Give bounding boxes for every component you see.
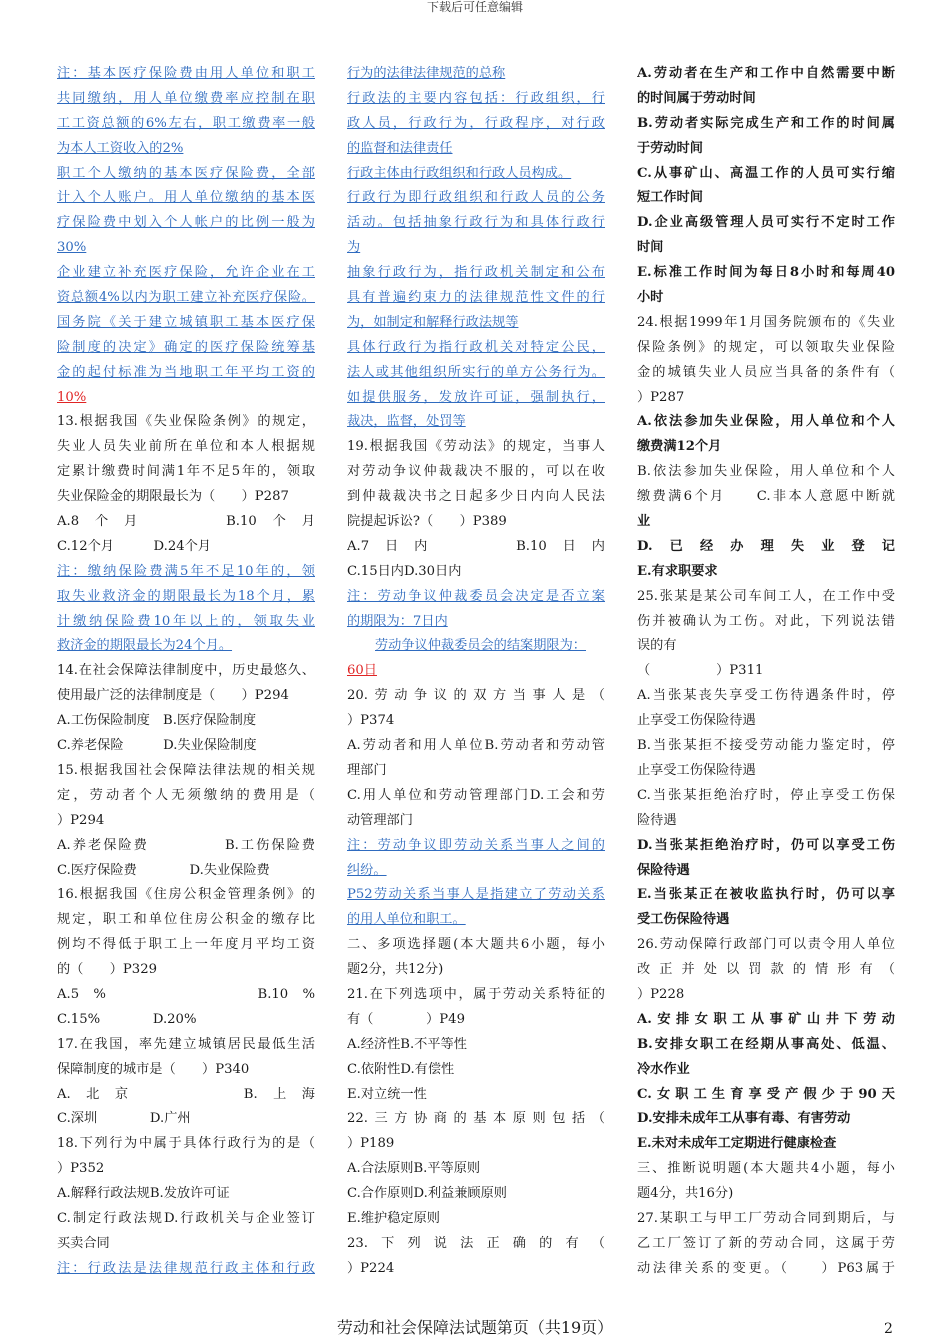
text-line: 21.在下列选项中，属于劳动关系特征的 [347, 986, 605, 1002]
text-line: 为，如制定和解释行政法规等 [347, 314, 519, 330]
text-line: ）P228 [637, 986, 685, 1002]
text-line: 国务院《关于建立城镇职工基本医疗保 [57, 314, 315, 330]
text-line: D. 已 经 办 理 失 业 登 记 [637, 538, 895, 554]
text-line: 计入个人账户。用人单位缴纳的基本医 [57, 190, 315, 206]
text-line: 资总额4%以内为职工建立补充医疗保险。 [57, 290, 315, 306]
text-line: B.劳动者实际完成生产和工作的时间属 [637, 115, 895, 131]
text-line: 院提起诉讼?（ ）P389 [347, 514, 507, 530]
text-line: 伤并被确认为工伤。对此，下列说法错 [637, 613, 895, 629]
text-line: C.当张某拒绝治疗时，停止享受工伤保 [637, 787, 895, 803]
text-line: A.依法参加失业保险，用人单位和个人 [637, 414, 895, 430]
text-line: A.8 个 月 B.10 个 月 [57, 514, 315, 530]
text-line: 注：缴纳保险费满5年不足10年的，领 [57, 563, 315, 579]
page-footer: 劳动和社会保障法试题第页（共19页） [336, 1318, 614, 1337]
text-line: C.医疗保险费 D.失业保险费 [57, 862, 270, 878]
column-middle [347, 62, 605, 1282]
text-line: 例均不得低于职工上一年度月平均工资 [57, 937, 315, 953]
text-line: 30% [57, 240, 87, 256]
text-line: 险制度的决定》确定的医疗保险统筹基 [57, 339, 315, 355]
text-line: A.养老保险费 B.工伤保险费 [57, 837, 315, 853]
text-line: 14.在社会保障法律制度中，历史最悠久、 [57, 663, 315, 679]
text-line: 业 [637, 514, 651, 530]
text-line: A.7 日 内 B.10 日 内 [347, 538, 605, 554]
text-line: A.劳动者在生产和工作中自然需要中断 [637, 66, 895, 81]
text-line: 取失业救济金的期限最长为18个月，累 [57, 588, 315, 604]
text-line: C.从事矿山、高温工作的人员可实行缩 [637, 165, 895, 181]
text-line: A.劳动者和用人单位B.劳动者和劳动管 [347, 738, 605, 754]
text-line: C.依附性D.有偿性 [347, 1061, 455, 1077]
text-line: E.有求职要求 [637, 563, 718, 579]
text-line: 缴费满6个月 C.非本人意愿中断就 [637, 489, 895, 505]
text-line: 失业保险金的期限最长为（ ）P287 [57, 489, 289, 505]
text-line: ）P224 [347, 1260, 395, 1276]
text-line: 二、多项选择题(本大题共6小题，每小 [347, 937, 605, 953]
text-line: 时间 [637, 240, 664, 256]
text-line: 行政行为即行政组织和行政人员的公务 [347, 190, 605, 206]
text-line: 的监督和法律责任 [347, 140, 453, 156]
text-line: C.15% D.20% [57, 1011, 197, 1027]
text-line: D.当张某拒绝治疗时，仍可以享受工伤 [637, 837, 895, 853]
text-line: 法人或其他组织所实行的单方公务行为。 [347, 364, 605, 380]
text-line: 共同缴纳，用人单位缴费率应控制在职 [57, 90, 315, 106]
text-line: 保险条例》的规定，可以领取失业保险 [637, 339, 895, 355]
text-line: D.安排未成年工从事有毒、有害劳动 [637, 1111, 851, 1127]
text-line: 规定，职工和单位住房公积金的缴存比 [57, 912, 315, 928]
text-line: 止享受工伤保险待遇 [637, 713, 756, 729]
text-line: 25.张某是某公司车间工人，在工作中受 [637, 588, 895, 604]
text-line: 买卖合同 [57, 1235, 110, 1251]
text-line: 如提供服务，发放许可证，强制执行， [347, 389, 605, 405]
text-line: 动法律关系的变更。（ ）P63属于 [637, 1260, 895, 1276]
text-line: 缴费满12个月 [637, 439, 722, 455]
text-line: 注：劳动争议仲裁委员会决定是否立案 [347, 588, 605, 604]
text-line: 小时 [637, 290, 664, 306]
text-line: 有（ ）P49 [347, 1011, 465, 1027]
text-line: 注：劳动争议即劳动关系当事人之间的 [347, 837, 605, 853]
text-line: 注：基本医疗保险费由用人单位和职工 [57, 66, 315, 81]
text-line: C.制定行政法规D.行政机关与企业签订 [57, 1210, 315, 1226]
text-line: 计缴纳保险费10年以上的，领取失业 [57, 613, 315, 629]
text-line: 政人员，行政行为，行政程序，对行政 [347, 115, 605, 131]
column-left [57, 62, 315, 1282]
text-line: 到仲裁裁决书之日起多少日内向人民法 [347, 489, 605, 505]
page-number: 2 [884, 1321, 893, 1337]
text-line: 16.根据我国《住房公积金管理条例》的 [57, 887, 315, 903]
text-line: ）P287 [637, 389, 685, 405]
text-line: 抽象行政行为，指行政机关制定和公布 [347, 265, 605, 281]
text-line: 保障制度的城市是（ ）P340 [57, 1061, 250, 1077]
text-line: 的时间属于劳动时间 [637, 90, 756, 106]
text-line: 金的起付标准为当地职工年平均工资的 [57, 364, 315, 380]
text-line: 定累计缴费时间满1年不足5年的，领取 [57, 464, 315, 480]
text-line: B.安排女职工在经期从事高处、低温、 [637, 1036, 895, 1052]
text-line: 19.根据我国《劳动法》的规定，当事人 [347, 439, 605, 455]
text-line: E.未对未成年工定期进行健康检查 [637, 1136, 837, 1152]
text-line: C.养老保险 D.失业保险制度 [57, 738, 257, 754]
text-line: A.5 % B.10 % [57, 986, 315, 1002]
text-line: A.工伤保险制度 B.医疗保险制度 [57, 713, 257, 729]
text-line: E.标准工作时间为每日8小时和每周40 [637, 265, 895, 281]
text-line: 27.某职工与甲工厂劳动合同到期后，与 [637, 1210, 895, 1226]
text-line: 具体行政行为指行政机关对特定公民， [347, 339, 605, 355]
text-line: 失业人员失业前所在单位和本人根据规 [57, 439, 315, 455]
text-line: 金的城镇失业人员应当具备的条件有（ [637, 364, 895, 380]
text-line: 保险待遇 [637, 862, 690, 878]
text-line: E.维护稳定原则 [347, 1210, 440, 1226]
text-line: C.用人单位和劳动管理部门D.工会和劳 [347, 787, 605, 803]
text-line: 于劳动时间 [637, 140, 703, 156]
text-line: 24.根据1999年1月国务院颁布的《失业 [637, 314, 895, 330]
text-line: 救济金的期限最长为24个月。 [57, 638, 233, 654]
text-line: ）P189 [347, 1136, 395, 1152]
text-line: ）P294 [57, 812, 105, 828]
text-line: 10% [57, 389, 87, 405]
text-line: 为 [347, 240, 361, 256]
text-line: 工工资总额的6%左右，职工缴费率一般 [57, 115, 315, 131]
text-line: 改正并处以罚款的情形有（ [637, 962, 895, 978]
text-line: 15.根据我国社会保障法律法规的相关规 [57, 762, 315, 778]
text-line: 行政主体由行政组织和行政人员构成。 [347, 165, 572, 181]
text-line: 险待遇 [637, 812, 677, 828]
text-line: 22.三方协商的基本原则包括（ [347, 1111, 605, 1127]
text-line: 疗保险费中划入个人帐户的比例一般为 [57, 215, 315, 231]
text-line: C.深圳 D.广州 [57, 1111, 191, 1127]
text-line: 短工作时间 [637, 190, 703, 206]
text-line: 的期限为：7日内 [347, 613, 448, 629]
text-line: 动管理部门 [347, 812, 413, 828]
text-line: P52劳动关系当事人是指建立了劳动关系 [347, 887, 605, 903]
text-line: 具有普遍约束力的法律规范性文件的行 [347, 290, 605, 306]
text-line: 纠纷。 [347, 862, 387, 878]
text-line: ）P374 [347, 713, 395, 729]
text-line: 行政法的主要内容包括：行政组织，行 [347, 90, 605, 106]
text-line: A.解释行政法规B.发放许可证 [57, 1186, 230, 1202]
text-line: B.依法参加失业保险，用人单位和个人 [637, 464, 895, 480]
text-line: 题2分，共12分) [347, 962, 444, 978]
text-line: 职工个人缴纳的基本医疗保险费，全部 [57, 165, 315, 181]
text-line: （ ）P311 [637, 663, 764, 679]
text-line: 注：行政法是法律规范行政主体和行政 [57, 1260, 315, 1276]
text-line: 三、推断说明题(本大题共4小题，每小 [637, 1161, 895, 1177]
text-line: 理部门 [347, 762, 387, 778]
text-line: 题4分，共16分) [637, 1186, 734, 1202]
text-line: 17.在我国，率先建立城镇居民最低生活 [57, 1036, 315, 1052]
text-line: 对劳动争议仲裁裁决不服的，可以在收 [347, 464, 605, 480]
text-line: A.经济性B.不平等性 [347, 1036, 467, 1052]
text-line: D.企业高级管理人员可实行不定时工作 [637, 215, 895, 231]
text-line: 18.下列行为中属于具体行政行为的是（ [57, 1136, 315, 1152]
text-line: A.合法原则B.平等原则 [347, 1161, 481, 1177]
text-line: 的（ ）P329 [57, 962, 157, 978]
text-line: E.对立统一性 [347, 1086, 427, 1102]
text-line: A.当张某丧失享受工伤待遇条件时，停 [637, 688, 895, 704]
text-line: 受工伤保险待遇 [637, 912, 730, 928]
text-line: 行为的法律法律规范的总称 [347, 66, 506, 81]
text-line: C.女职工生育享受产假少于90天 [637, 1086, 895, 1102]
column-right [637, 62, 895, 1282]
text-line: C.12个月 D.24个月 [57, 538, 211, 554]
text-line: 26.劳动保障行政部门可以责令用人单位 [637, 937, 895, 953]
text-line: A. 北 京 B. 上 海 [57, 1086, 315, 1102]
text-line: B.当张某拒不接受劳动能力鉴定时，停 [637, 738, 895, 754]
page-header: 下载后可任意编辑 [426, 0, 523, 14]
text-line: ）P352 [57, 1161, 105, 1177]
text-line: 使用最广泛的法律制度是（ ）P294 [57, 688, 289, 704]
text-line: 止享受工伤保险待遇 [637, 762, 756, 778]
text-line: 为本人工资收入的2% [57, 140, 184, 156]
text-line: 23.下列说法正确的有（ [347, 1235, 605, 1251]
text-line: 的用人单位和职工。 [347, 912, 466, 928]
text-line: C.合作原则D.利益兼顾原则 [347, 1186, 507, 1202]
text-line: A.安排女职工从事矿山井下劳动 [637, 1011, 895, 1027]
text-line: 活动。包括抽象行政行为和具体行政行 [347, 215, 605, 231]
text-line: 误的有 [637, 638, 677, 654]
text-line: 企业建立补充医疗保险，允许企业在工 [57, 265, 315, 281]
text-line: 定，劳动者个人无须缴纳的费用是（ [57, 787, 315, 803]
text-line: 60日 [347, 663, 377, 679]
text-line: 13.根据我国《失业保险条例》的规定， [57, 414, 315, 430]
text-line: 劳动争议仲裁委员会的结案期限为： [375, 638, 586, 654]
text-line: E.当张某正在被收监执行时，仍可以享 [637, 887, 895, 903]
text-line: 乙工厂签订了新的劳动合同，这属于劳 [637, 1235, 895, 1251]
text-line: 20.劳动争议的双方当事人是（ [347, 688, 605, 704]
text-line: 裁决，监督，处罚等 [347, 414, 466, 430]
text-line: C.15日内D.30日内 [347, 563, 462, 579]
text-line: 冷水作业 [637, 1061, 690, 1077]
